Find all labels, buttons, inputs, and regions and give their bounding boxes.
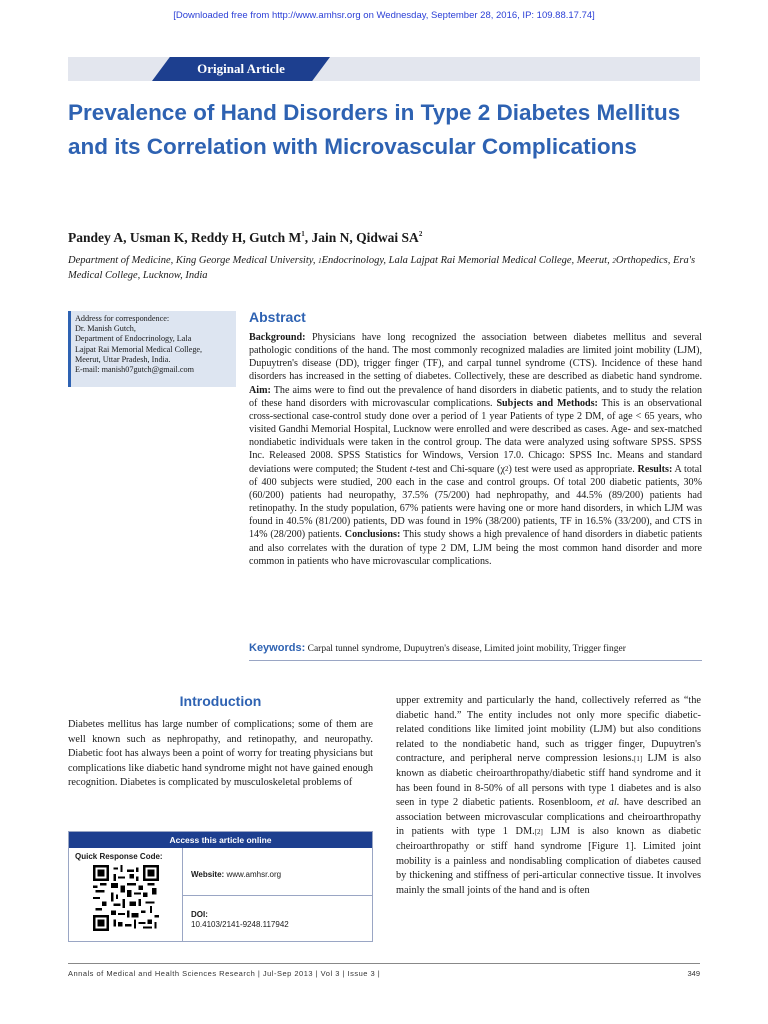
authors-part-2: , Jain N, Qidwai SA xyxy=(304,230,419,245)
correspondence-line: Meerut, Uttar Pradesh, India. xyxy=(75,354,171,364)
introduction-left-column: Diabetes mellitus has large number of complications; some of them are well known such as nephropathy, and retinopathy, and neuropathy. Diabetic foot has always been a point of worry for treating physicians but complications like diabetic hand syndrome might not have gained enough recognition. Diabetes is complicated by musculoskeletal problems of xyxy=(68,719,373,789)
authors-sup-2: 2 xyxy=(418,230,423,238)
abstract-label-aims: Aim: xyxy=(249,384,271,396)
download-banner: [Downloaded free from http://www.amhsr.org on Wednesday, September 28, 2016, IP: 109.88.17.74] xyxy=(173,10,595,21)
page-number: 349 xyxy=(687,969,700,978)
introduction-heading: Introduction xyxy=(179,693,262,709)
author-list xyxy=(68,230,708,246)
doi-row xyxy=(183,896,373,942)
citation-ref[interactable]: [1] xyxy=(634,755,643,764)
affil-part-1: Department of Medicine, King George Medical University, xyxy=(68,255,319,266)
abstract-text: This is an observational cross-sectional case-control study done over a period of 1 year Patients of type 2 DM, of age < 65 years, who visited Gandhi Memorial Hospital, Lucknow were enrolled and were described as cases. Age- and sex-matched nondiabetic individuals were taken in the control group. The data were analyzed using software SPSS. SPSS Inc. Released 2008. SPSS Statistics for Windows, Version 17.0. Chicago: SPSS Inc. Means and standard deviations were computed; the Student xyxy=(249,397,702,475)
intro-text: upper extremity and particularly the hand, collectively referred as “the diabetic hand.” The entity includes not only more specific diabetic-related conditions like limited joint mobility (LJM) but also conditions related to the nondiabetic hand, such as trigger finger, Dupuytren's contracture, and peripheral nerve compression lesions. xyxy=(396,695,701,765)
correspondence-box xyxy=(68,311,236,387)
introduction-right-column xyxy=(396,694,701,898)
correspondence-heading: Address for correspondence: xyxy=(75,314,170,323)
abstract-label-results: Results: xyxy=(637,463,673,475)
abstract-italic: t xyxy=(409,463,413,475)
correspondence-line: Lajpat Rai Memorial Medical College, xyxy=(75,344,203,354)
qr-label: Quick Response Code: xyxy=(75,852,163,861)
correspondence-line: Department of Endocrinology, Lala xyxy=(75,334,192,344)
abstract-text: ) test were used as appropriate. xyxy=(508,463,638,475)
abstract-label-conclusions: Conclusions: xyxy=(344,529,401,541)
abstract-heading: Abstract xyxy=(249,309,306,325)
website-label: Website: xyxy=(191,870,225,879)
article-title: Prevalence of Hand Disorders in Type 2 Diabetes Mellitus and its Correlation with Microvascular Complications xyxy=(68,100,681,159)
affil-part-3: Orthopedics, Era's Medical College, Lucknow, India xyxy=(68,255,696,281)
doi-label: DOI: xyxy=(191,910,208,919)
abstract-text: This study shows a high prevalence of hand disorders in diabetic patients and also correlates with the duration of type 2 DM, LJM being the most common hand disorder and more common in patients who have microvascular complications. xyxy=(249,529,702,567)
abstract-sup: 2 xyxy=(505,464,509,473)
abstract-body xyxy=(249,331,702,568)
website-row xyxy=(183,848,373,896)
footer-divider xyxy=(68,963,700,964)
abstract-text: The aims were to find out the prevalence of hand disorders in diabetic patients, and to study the relation of these hand disorders with microvascular complications. xyxy=(249,384,702,409)
abstract-text: Physicians have long recognized the association between diabetes mellitus and several pathologic conditions of the hand. The most commonly recognized maladies are limited joint mobility (LJM), Dupuytren's disease (DD), trigger finger (TF), and carpal tunnel syndrome (CTS). Incidence of these hand disorders has increased in the setting of diabetes. Collectively, these are described as diabetic hand syndrome. xyxy=(249,332,702,383)
access-heading: Access this article online xyxy=(69,832,372,848)
abstract-text: A total of 400 subjects were studied, 200 each in the case and control groups. Of total 200 diabetic patients, 30% (60/200) patients had neuropathy, 37.5% (75/200) had nephropathy, and 44.5% (89/200) patients had retinopathy. In the study population, 67% patients were having one or more hand disorders, in which LJM was found in 40.5% (81/200) patients, DD was found in 19% (38/200) patients, TF in 16.5% (33/200), and CTS in 14% (28/200) patients. xyxy=(249,463,702,541)
affil-sup-1: 1 xyxy=(318,257,322,265)
abstract-label-background: Background: xyxy=(249,332,306,343)
qr-cell xyxy=(69,848,183,942)
keywords-text: Carpal tunnel syndrome, Dupuytren's disease, Limited joint mobility, Trigger finger xyxy=(307,644,626,654)
correspondence-email[interactable]: E-mail: manish07gutch@gmail.com xyxy=(75,365,194,375)
intro-text: have described an association between microvascular complications and cheiroarthropathy in patients with type 1 DM. xyxy=(396,797,701,838)
intro-italic: et al. xyxy=(597,797,620,809)
doi-value[interactable]: 10.4103/2141-9248.117942 xyxy=(191,920,289,929)
affil-sup-2: 2 xyxy=(612,257,616,265)
abstract-text: -test and Chi-square (χ xyxy=(412,463,505,475)
qr-code-icon[interactable] xyxy=(93,865,159,931)
citation-ref[interactable]: [2] xyxy=(534,828,543,837)
website-link[interactable]: www.amhsr.org xyxy=(226,870,282,879)
affil-part-2: Endocrinology, Lala Lajpat Rai Memorial Medical College, Meerut, xyxy=(321,255,613,266)
footer-journal: Annals of Medical and Health Sciences Research | Jul-Sep 2013 | Vol 3 | Issue 3 | xyxy=(68,969,381,978)
intro-text: LJM is also known as diabetic cheiroarthropathy/diabetic stiff hand syndrome and it has been found in 8-50% of all persons with type 1 diabetes and is also seen in type 2 diabetic patients. Rosenbloom, xyxy=(396,753,701,809)
affiliations xyxy=(68,254,708,283)
keywords-divider xyxy=(249,660,702,661)
intro-text: LJM is also known as diabetic cheiroarthropathy or stiff hand syndrome [Figure 1]. Limited joint mobility is a painless and nondisabling complication of diabetes caused by thickening and stiffness of peri-articular connective tissue. It involves mainly the small joints of the hand and is often xyxy=(396,826,701,896)
abstract-label-methods: Subjects and Methods: xyxy=(496,397,598,409)
keywords xyxy=(249,642,702,654)
authors-part-1: Pandey A, Usman K, Reddy H, Gutch M xyxy=(68,230,302,245)
authors-sup-1: 1 xyxy=(301,230,305,238)
keywords-label: Keywords: xyxy=(249,642,306,654)
access-online-box xyxy=(68,831,373,942)
article-type-label: Original Article xyxy=(197,61,285,76)
correspondence-line: Dr. Manish Gutch, xyxy=(75,324,136,334)
